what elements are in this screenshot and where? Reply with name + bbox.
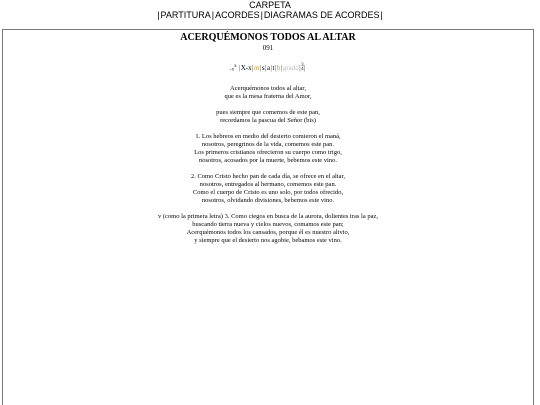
grado-button[interactable]: grado <box>282 63 299 72</box>
carpeta-link[interactable]: CARPETA <box>249 0 291 10</box>
toolbar-separator: | <box>259 63 262 72</box>
lyric-line: que es la mesa fraterna del Amor, <box>224 93 312 101</box>
lyric-line: 1. Los hebreos en medio del desierto comieron el maná, <box>195 133 341 141</box>
lyrics <box>3 85 533 245</box>
lyric-line: nosotros, olvidando divisiones, bebemos este vino. <box>201 197 335 205</box>
time-signature: 3 4 <box>301 63 304 73</box>
nav-links <box>156 10 384 20</box>
lyric-line: nosotros, peregrinos de la vida, comemos este pan. <box>201 141 335 149</box>
lyric-line: recordamos la pascua del Señor (bis) <box>220 117 316 125</box>
lyric-line: v (como la primera letra) 3. Como ciegos en busca de la aurora, dolientes tras la paz, <box>157 213 378 221</box>
partitura-link[interactable]: PARTITURA <box>160 10 211 20</box>
toolbar-separator: | <box>304 63 306 72</box>
toolbar-separator: | <box>252 63 254 72</box>
stanza <box>3 173 533 205</box>
lyric-line: nosotros, entregados al hermano, comemos este pan. <box>199 181 337 189</box>
lyric-line: pues siempre que comemos de este pan, <box>216 109 320 117</box>
nav-separator: | <box>380 10 383 20</box>
stanza <box>3 133 533 165</box>
stanza <box>3 213 533 245</box>
toolbar-separator: | <box>275 63 277 72</box>
lyric-line: y siempre que el desierto nos agobie, bebamos este vino. <box>194 237 342 245</box>
nav-separator: | <box>260 10 263 20</box>
voice-s-button[interactable]: s <box>261 63 265 72</box>
lyric-line: Acerquémonos todos los cansados, porque él es nuestro alivio, <box>186 229 350 237</box>
nav-separator: | <box>211 10 215 20</box>
song-number: 091 <box>262 44 274 52</box>
top-navigation <box>0 0 540 20</box>
lyric-line: 2. Como Cristo hecho pan de cada día, se ofrece en el altar, <box>190 173 346 181</box>
toolbar-separator: | <box>280 63 283 72</box>
acordes-link[interactable]: ACORDES <box>215 10 260 20</box>
stanza <box>3 109 533 125</box>
transpose-toolbar <box>3 62 533 74</box>
toolbar-separator: | <box>270 63 273 72</box>
voice-b-button[interactable]: b <box>276 63 281 72</box>
voice-a-button[interactable]: a <box>267 63 271 72</box>
toolbar-separator: | <box>238 63 241 72</box>
nav-separator: | <box>157 10 160 20</box>
diagramas-link[interactable]: DIAGRAMAS DE ACORDES <box>263 10 380 20</box>
stanza <box>3 85 533 101</box>
toolbar-separator: | <box>299 63 301 72</box>
lyric-line: Acerquémonos todos al altar, <box>230 85 306 93</box>
voice-t-button[interactable]: t <box>272 63 275 72</box>
song-panel <box>2 29 534 405</box>
toolbar-separator: | <box>265 63 267 72</box>
lyric-line: Los primeros cristianos ofrecieron su cuerpo como trigo, <box>194 149 342 157</box>
transpose-down-button[interactable]: $-x^x$ <box>229 64 237 73</box>
song-title: ACERQUÉMONOS TODOS AL ALTAR <box>180 32 356 43</box>
lyric-line: Como el cuerpo de Cristo es uno solo, por todos ofrecido, <box>192 189 344 197</box>
reset-transpose-button[interactable]: X-x <box>240 63 252 72</box>
voice-m-button[interactable]: m <box>254 63 260 72</box>
lyric-line: nosotros, acosados por la muerte, bebemos este vino. <box>199 157 337 165</box>
lyric-line: buscando tierra nueva y cielos nuevos, comamos este pan; <box>192 221 344 229</box>
